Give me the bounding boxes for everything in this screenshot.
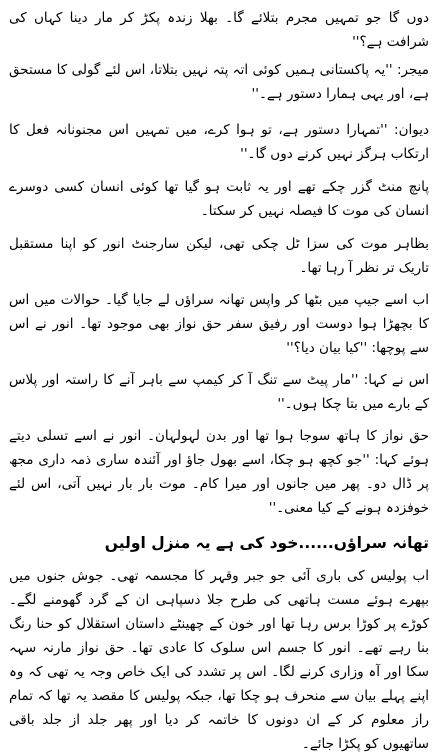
paragraph-police: اب پولیس کی باری آئی جو جبر وقہر کا مجسمہ تھی۔ جوش جنوں میں بپھرے ہوئے مست ہاتھی کی طرح جلا دسپاہی ان کے گرد گھومنے لگے۔ کوڑے پر کوڑا برس رہا تھا اور خون کے چھینٹے داستان استقلال کو حنا رنگ بنا رہے تھے۔ انور کا جسم اس سلوک کا عادی تھا۔ حق نواز مارنہ سہہ سکا اور آہ وزاری کرنے لگا۔ اس پر تشدد کی ایک خاص وجہ یہ تھی کہ وہ اپنے پہلے بیان سے منحرف ہو چکا تھا، جبکہ پولیس کا مقصد یہ تھا کہ تمام راز معلوم کر کے ان دونوں کا خاتمہ کر دیا اور پھر جلد از جلد باقی ساتھیوں کو پکڑا جائے۔ bbox=[9, 568, 429, 752]
paragraph-diwan-dialogue: دیوان: ''تمہارا دستور ہے، تو ہوا کرے، میں تمہیں اس مجنونانہ فعل کا ارتکاب ہرگز نہیں کرنے دوں گا۔'' bbox=[9, 122, 429, 162]
paragraph-five-minutes: پانچ منٹ گزر چکے تھے اور یہ ثابت ہو گیا تھا کوئی انسان کسی دوسرے انسان کی موت کا فیصلہ نہیں کر سکتا۔ bbox=[9, 179, 429, 219]
paragraph-haq-nawaz: حق نواز کا ہاتھ سوجا ہوا تھا اور بدن لہولہان۔ انور نے اسے تسلی دیتے ہوئے کہا: ''جو کچھ ہو چکا، اسے بھول جاؤ اور آئندہ ساری ذمہ داری مجھ پر ڈال دو۔ پھر میں جانوں اور میرا کام۔ موت بار بار نہیں آتی، اس لئے خوفزدہ ہونے کے کیا معنی۔'' bbox=[9, 428, 429, 516]
paragraph-jeep: اب اسے جیپ میں بٹھا کر واپس تھانہ سراؤں لے جایا گیا۔ حوالات میں اس کا بچھڑا ہوا دوست اور رفیق سفر حق نواز بھی موجود تھا۔ انور نے اس سے پوچھا: ''کیا بیان دیا؟'' bbox=[9, 292, 429, 356]
paragraph-closing-quote: دوں گا جو تمہیں مجرم بتلائے گا۔ بھلا زندہ پکڑ کر مار دینا کہاں کی شرافت ہے؟'' bbox=[9, 10, 429, 50]
paragraph-reply: اس نے کہا: ''مار پیٹ سے تنگ آ کر کیمپ سے باہر آنے کا راستہ اور پلاس کے بارے میں بتا چکا ہوں۔'' bbox=[9, 372, 429, 412]
section-heading: تھانہ سراؤں......خود کی ہے یہ منزل اولیں bbox=[104, 534, 429, 552]
paragraph-death-sentence: بظاہر موت کی سزا ٹل چکی تھی، لیکن سارجنٹ انور کو اپنا مستقبل تاریک تر نظر آ رہا تھا۔ bbox=[9, 236, 429, 276]
paragraph-major-dialogue: میجر: ''یہ پاکستانی ہمیں کوئی اتہ پتہ نہیں بتلاتا، اس لئے گولی کا مستحق ہے، اور یہی ہمارا دستور ہے۔'' bbox=[9, 62, 429, 102]
